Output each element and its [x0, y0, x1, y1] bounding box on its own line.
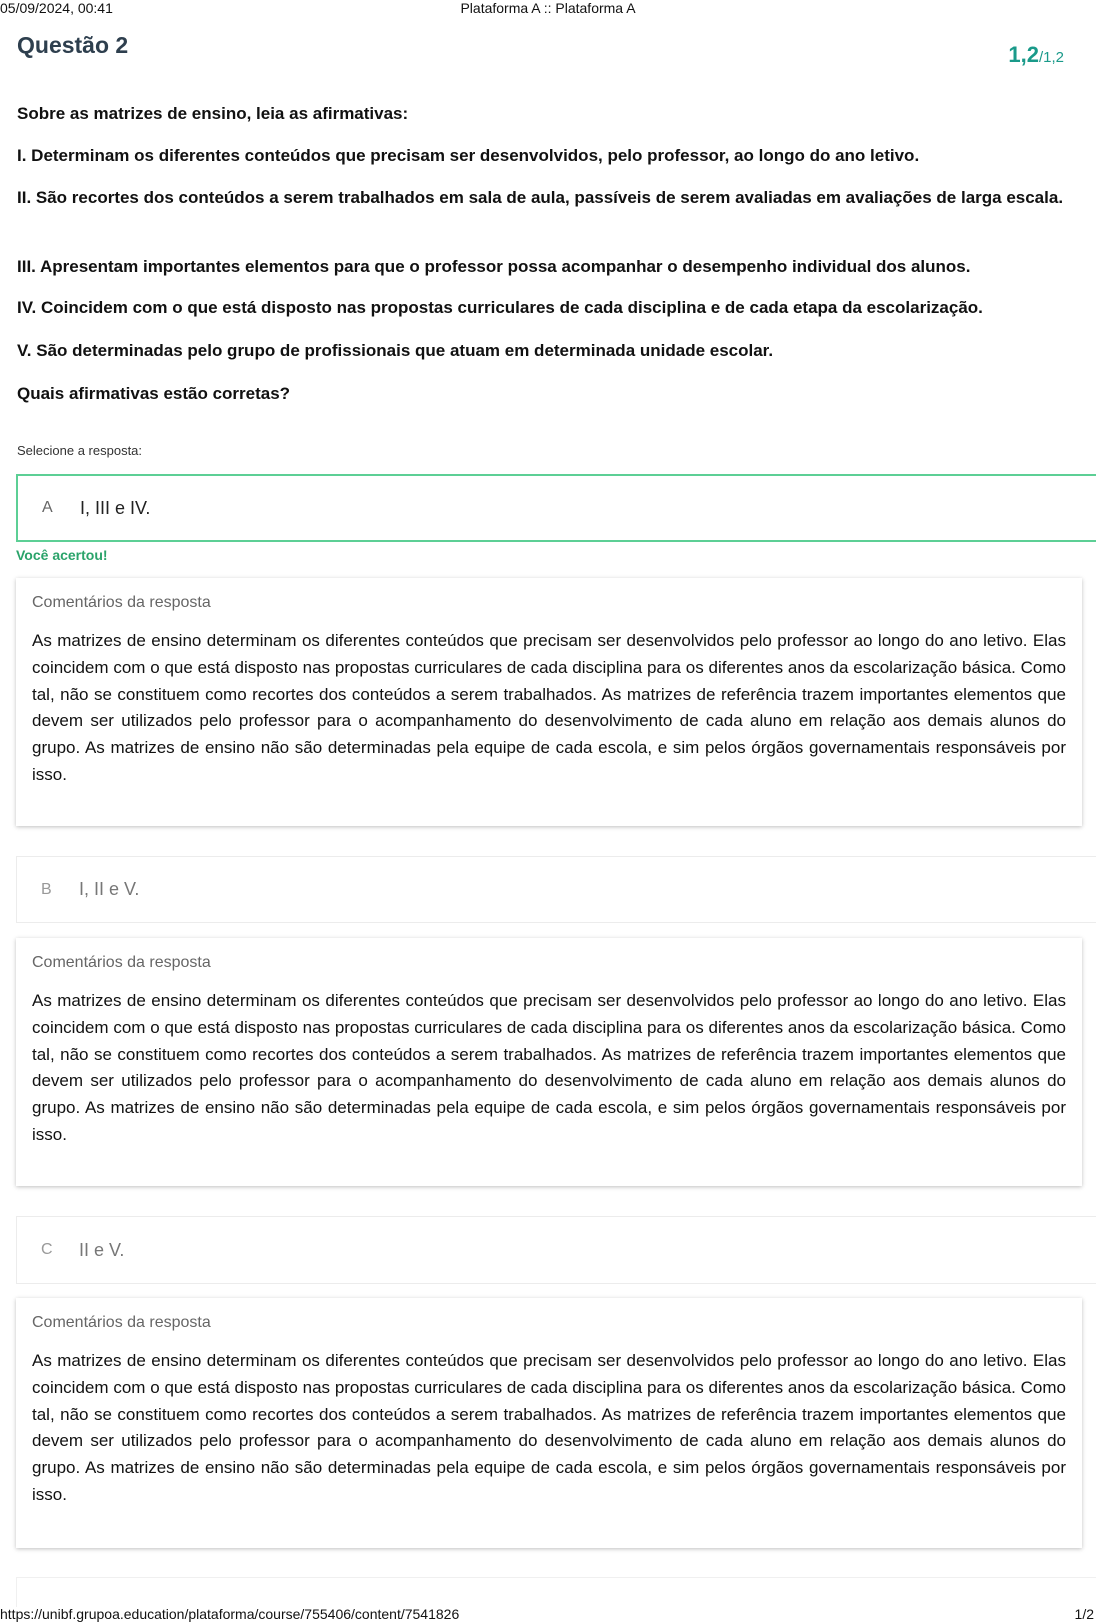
statement-3: III. Apresentam importantes elementos para que o professor possa acompanhar o desempenho individual dos alunos. [17, 257, 971, 276]
correct-feedback: Você acertou! [16, 547, 108, 563]
option-d-partial[interactable] [16, 1577, 1096, 1607]
statement-2: II. São recortes dos conteúdos a serem trabalhados em sala de aula, passíveis de serem avaliadas em avaliações de larga escala. [17, 188, 1064, 207]
comment-body: As matrizes de ensino determinam os diferentes conteúdos que precisam ser desenvolvidos pelo professor ao longo do ano letivo. Elas coincidem com o que está disposto nas propostas curriculares de cada disciplina para os diferentes anos da escolarização básica. Como tal, não se constituem como recortes dos conteúdos a serem trabalhados. As matrizes de referência trazem importantes elementos que devem ser utilizados pelo professor para o acompanhamento do desenvolvimento de cada aluno em relação aos demais alunos do grupo. As matrizes de ensino não são determinadas pela equipe de cada escola, e sim pelos órgãos governamentais responsáveis por isso. [32, 1351, 1066, 1504]
score-total: /1,2 [1038, 49, 1064, 66]
comment-title: Comentários da resposta [32, 954, 211, 971]
comment-title: Comentários da resposta [32, 594, 211, 611]
comment-body: As matrizes de ensino determinam os diferentes conteúdos que precisam ser desenvolvidos pelo professor ao longo do ano letivo. Elas coincidem com o que está disposto nas propostas curriculares de cada disciplina para os diferentes anos da escolarização básica. Como tal, não se constituem como recortes dos conteúdos a serem trabalhados. As matrizes de referência trazem importantes elementos que devem ser utilizados pelo professor para o acompanhamento do desenvolvimento de cada aluno em relação aos demais alunos do grupo. As matrizes de ensino não são determinadas pela equipe de cada escola, e sim pelos órgãos governamentais responsáveis por isso. [32, 991, 1066, 1144]
answer-comment-a [16, 578, 1082, 826]
statement-1: I. Determinam os diferentes conteúdos que precisam ser desenvolvidos, pelo professor, ao longo do ano letivo. [17, 146, 920, 165]
option-letter: A [42, 499, 53, 516]
question-intro: Sobre as matrizes de ensino, leia as afirmativas: [17, 104, 409, 123]
comment-title: Comentários da resposta [32, 1314, 211, 1331]
statement-5: V. São determinadas pelo grupo de profissionais que atuam em determinada unidade escolar. [17, 341, 774, 360]
score-obtained: 1,2 [1008, 42, 1039, 67]
question-title: Questão 2 [17, 32, 129, 58]
option-letter: C [41, 1241, 53, 1258]
question-prompt: Quais afirmativas estão corretas? [17, 384, 291, 403]
option-text: II e V. [79, 1239, 125, 1260]
option-text: I, II e V. [79, 879, 140, 899]
option-letter: B [41, 880, 52, 898]
print-page-number: 1/2 [1074, 1606, 1094, 1622]
answer-comment-b [16, 938, 1082, 1186]
question-score [1008, 42, 1064, 68]
comment-body: As matrizes de ensino determinam os diferentes conteúdos que precisam ser desenvolvidos pelo professor ao longo do ano letivo. Elas coincidem com o que está disposto nas propostas curriculares de cada disciplina para os diferentes anos da escolarização básica. Como tal, não se constituem como recortes dos conteúdos a serem trabalhados. As matrizes de referência trazem importantes elementos que devem ser utilizados pelo professor para o acompanhamento do desenvolvimento de cada aluno em relação aos demais alunos do grupo. As matrizes de ensino não são determinadas pela equipe de cada escola, e sim pelos órgãos governamentais responsáveis por isso. [32, 631, 1066, 784]
print-footer [0, 1606, 1096, 1624]
option-b[interactable] [16, 856, 1096, 923]
print-header [0, 0, 1096, 16]
option-text: I, III e IV. [80, 497, 151, 518]
print-url: https://unibf.grupoa.education/plataforma/course/755406/content/7541826 [0, 1606, 460, 1622]
statement-4: IV. Coincidem com o que está disposto nas propostas curriculares de cada disciplina e de cada etapa da escolarização. [17, 298, 983, 317]
answer-comment-c [16, 1298, 1082, 1548]
print-datetime: 05/09/2024, 00:41 [0, 0, 113, 16]
select-answer-label: Selecione a resposta: [17, 443, 143, 458]
option-c[interactable] [16, 1216, 1096, 1284]
print-page-title: Plataforma A :: Plataforma A [460, 0, 636, 16]
option-a[interactable] [16, 474, 1096, 542]
